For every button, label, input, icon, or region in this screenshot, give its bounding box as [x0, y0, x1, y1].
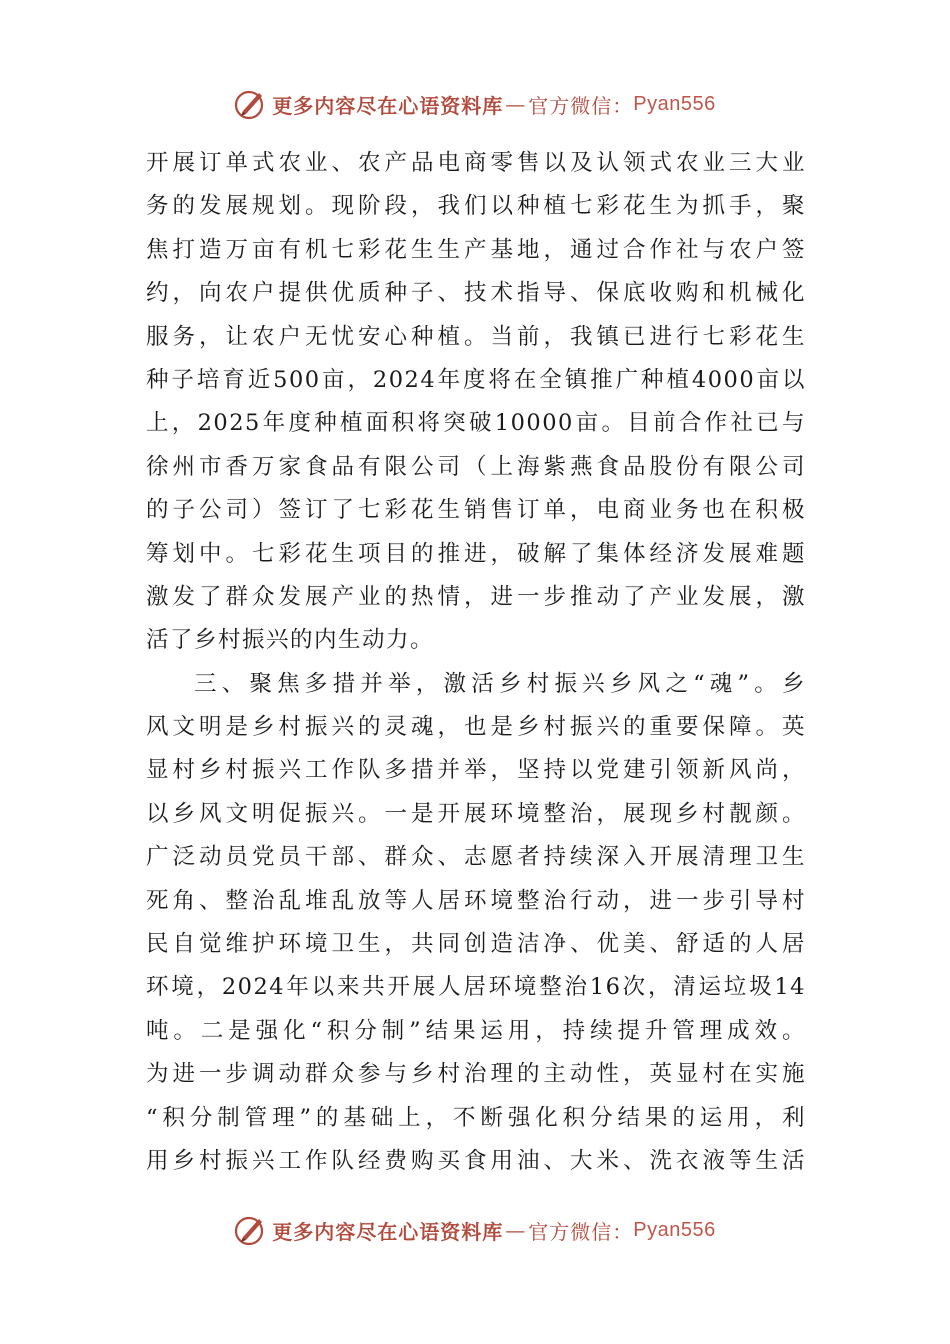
body-line: 徐州市香万家食品有限公司（上海紫燕食品股份有限公司 [146, 453, 806, 480]
header-dash: — [505, 92, 527, 116]
header-brand: 更多内容尽在心语资料库 [272, 93, 504, 118]
body-line: 环境，2024年以来共开展人居环境整治16次，清运垃圾14 [146, 974, 806, 1001]
body-line: 民自觉维护环境卫生，共同创造洁净、优美、舒适的人居 [146, 931, 806, 958]
body-line: 激发了群众发展产业的热情，进一步推动了产业发展，激 [146, 583, 806, 610]
section-heading-line: 三、聚焦多措并举，激活乡村振兴乡风之“魂”。乡 [194, 670, 806, 697]
body-line: 筹划中。七彩花生项目的推进，破解了集体经济发展难题 [146, 540, 806, 567]
document-body [146, 142, 806, 1183]
body-line: 上，2025年度种植面积将突破10000亩。目前合作社已与 [146, 410, 806, 437]
body-line: 种子培育近500亩，2024年度将在全镇推广种植4000亩以 [146, 366, 806, 393]
footer-dash: — [505, 1218, 527, 1242]
footer-brand: 更多内容尽在心语资料库 [272, 1219, 504, 1244]
body-line: 显村乡村振兴工作队多措并举，坚持以党建引领新风尚， [146, 757, 806, 784]
body-line: 风文明是乡村振兴的灵魂，也是乡村振兴的重要保障。英 [146, 714, 806, 741]
header-banner [0, 84, 950, 124]
footer-wechat-label: 官方微信： [528, 1219, 634, 1244]
body-line: 务的发展规划。现阶段，我们以种植七彩花生为抓手，聚 [146, 193, 806, 220]
body-line: 约，向农户提供优质种子、技术指导、保底收购和机械化 [146, 280, 806, 307]
body-line: 吨。二是强化“积分制”结果运用，持续提升管理成效。 [146, 1017, 806, 1044]
pen-circle-logo-icon [234, 87, 268, 121]
body-line: 为进一步调动群众参与乡村治理的主动性，英显村在实施 [146, 1061, 806, 1088]
pen-circle-logo-icon [234, 1213, 268, 1247]
body-line: 用乡村振兴工作队经费购买食用油、大米、洗衣液等生活 [146, 1147, 806, 1174]
body-line: 焦打造万亩有机七彩花生生产基地，通过合作社与农户签 [146, 236, 806, 263]
footer-banner [0, 1210, 950, 1250]
header-wechat-id: Pyan556 [633, 92, 716, 115]
body-line: 广泛动员党员干部、群众、志愿者持续深入开展清理卫生 [146, 844, 806, 871]
body-line: 的子公司）签订了七彩花生销售订单，电商业务也在积极 [146, 497, 806, 524]
body-line: “积分制管理”的基础上，不断强化积分结果的运用，利 [146, 1104, 806, 1131]
footer-wechat-id: Pyan556 [633, 1218, 716, 1241]
body-line: 服务，让农户无忧安心种植。当前，我镇已进行七彩花生 [146, 323, 806, 350]
body-line: 开展订单式农业、农产品电商零售以及认领式农业三大业 [146, 150, 806, 176]
body-line: 死角、整治乱堆乱放等人居环境整治行动，进一步引导村 [146, 887, 806, 914]
header-wechat-label: 官方微信： [528, 93, 634, 118]
body-line: 活了乡村振兴的内生动力。 [146, 627, 435, 654]
body-line: 以乡风文明促振兴。一是开展环境整治，展现乡村靓颜。 [146, 800, 806, 827]
